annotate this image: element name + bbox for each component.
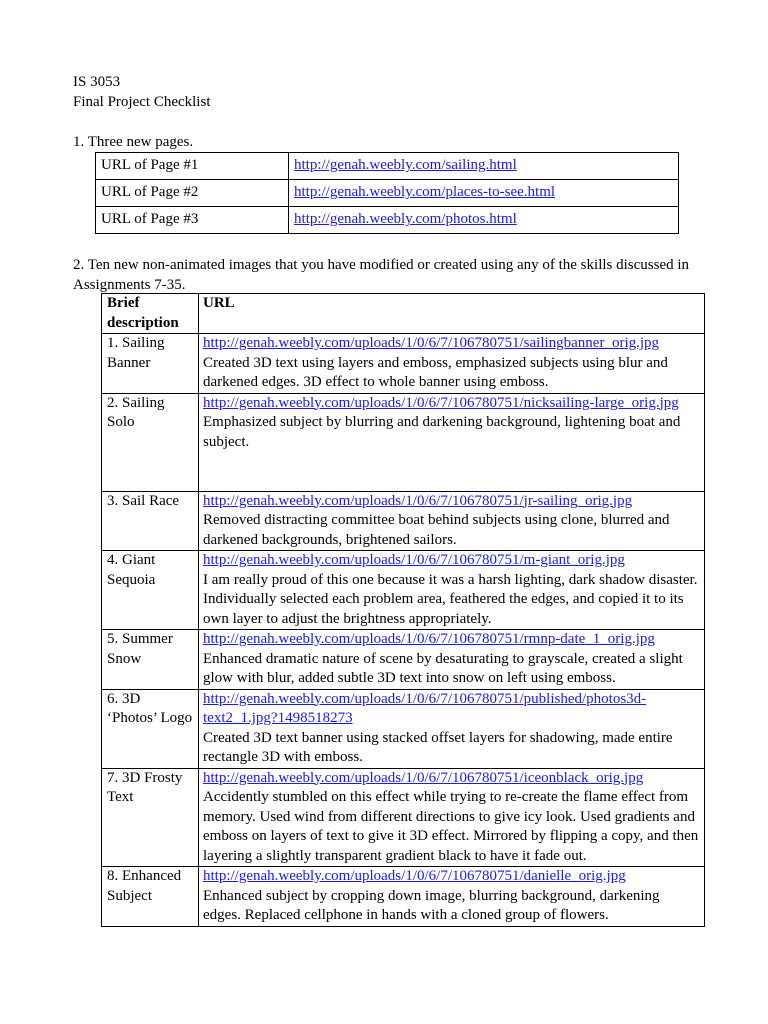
section2-heading: 2. Ten new non-animated images that you have modified or created using any of the skills discussed in Assignments 7-35. bbox=[73, 257, 690, 293]
page-url-link[interactable]: http://genah.weebly.com/photos.html bbox=[294, 211, 517, 228]
col-url-header: URL bbox=[199, 294, 705, 334]
table-row bbox=[102, 768, 705, 867]
course-code: IS 3053 bbox=[73, 74, 121, 90]
image-description: Enhanced subject by cropping down image, blurring background, darkening edges. Replaced cellphone in hands with a cloned group of flowers. bbox=[203, 887, 660, 923]
col-brief-header: Brief description bbox=[102, 294, 199, 334]
image-url-link[interactable]: http://genah.weebly.com/uploads/1/0/6/7/106780751/nicksailing-large_orig.jpg bbox=[203, 394, 679, 411]
page-url-link[interactable]: http://genah.weebly.com/sailing.html bbox=[294, 157, 517, 174]
table-row bbox=[96, 153, 679, 180]
table-row bbox=[96, 207, 679, 234]
image-description: Created 3D text banner using stacked offset layers for shadowing, made entire rectangle 3D with emboss. bbox=[203, 729, 673, 765]
brief-description: 5. Summer Snow bbox=[102, 630, 199, 690]
image-description: Enhanced dramatic nature of scene by desaturating to grayscale, created a slight glow with blur, added subtle 3D text into snow on left using emboss. bbox=[203, 650, 683, 686]
table-row bbox=[102, 393, 705, 491]
brief-description: 2. Sailing Solo bbox=[102, 393, 199, 491]
image-description: Accidently stumbled on this effect while trying to re-create the flame effect from memory. Used wind from different directions to give icy look. Used gradients and emboss on layers of text to give it 3D effect. Mirrored by flipping a copy, and then layering a slightly transparent gradient black to have it fade out. bbox=[203, 789, 699, 864]
images-table bbox=[101, 293, 705, 927]
table-row bbox=[102, 630, 705, 690]
page-label: URL of Page #2 bbox=[96, 180, 289, 207]
page-url-link[interactable]: http://genah.weebly.com/places-to-see.html bbox=[294, 184, 556, 201]
image-url-link[interactable]: http://genah.weebly.com/uploads/1/0/6/7/106780751/published/photos3d-text2_1.jpg?1498518273 bbox=[203, 690, 647, 726]
table-header-row bbox=[102, 294, 705, 334]
image-description: Emphasized subject by blurring and darkening background, lightening boat and subject. bbox=[203, 414, 681, 450]
image-url-link[interactable]: http://genah.weebly.com/uploads/1/0/6/7/106780751/danielle_orig.jpg bbox=[203, 868, 626, 884]
brief-description: 6. 3D ‘Photos’ Logo bbox=[102, 689, 199, 768]
document-title: Final Project Checklist bbox=[73, 94, 211, 110]
image-url-link[interactable]: http://genah.weebly.com/uploads/1/0/6/7/106780751/iceonblack_orig.jpg bbox=[203, 769, 644, 786]
brief-description: 3. Sail Race bbox=[102, 491, 199, 551]
table-row bbox=[102, 334, 705, 394]
section1-heading: 1. Three new pages. bbox=[73, 134, 194, 150]
page-label: URL of Page #3 bbox=[96, 207, 289, 234]
table-row bbox=[102, 689, 705, 768]
pages-table bbox=[95, 152, 679, 234]
image-description: I am really proud of this one because it was a harsh lighting, dark shadow disaster. Individually selected each problem area, feathered the edges, and copied it to its own layer to adjust the brightness appropriately. bbox=[203, 571, 698, 627]
brief-description: 8. Enhanced Subject bbox=[102, 867, 199, 927]
table-row bbox=[102, 551, 705, 630]
image-url-link[interactable]: http://genah.weebly.com/uploads/1/0/6/7/106780751/rmnp-date_1_orig.jpg bbox=[203, 631, 655, 647]
image-url-link[interactable]: http://genah.weebly.com/uploads/1/0/6/7/106780751/jr-sailing_orig.jpg bbox=[203, 492, 633, 509]
table-row bbox=[102, 867, 705, 927]
brief-description: 4. Giant Sequoia bbox=[102, 551, 199, 630]
brief-description: 1. Sailing Banner bbox=[102, 334, 199, 394]
table-row bbox=[102, 491, 705, 551]
image-description: Created 3D text using layers and emboss, emphasized subjects using blur and darkened edges. 3D effect to whole banner using emboss. bbox=[203, 354, 668, 390]
image-url-link[interactable]: http://genah.weebly.com/uploads/1/0/6/7/106780751/m-giant_orig.jpg bbox=[203, 552, 625, 568]
table-row bbox=[96, 180, 679, 207]
page-label: URL of Page #1 bbox=[96, 153, 289, 180]
brief-description: 7. 3D Frosty Text bbox=[102, 768, 199, 867]
image-url-link[interactable]: http://genah.weebly.com/uploads/1/0/6/7/106780751/sailingbanner_orig.jpg bbox=[203, 335, 660, 351]
image-description: Removed distracting committee boat behind subjects using clone, blurred and darkened backgrounds, brightened sailors. bbox=[203, 512, 670, 548]
